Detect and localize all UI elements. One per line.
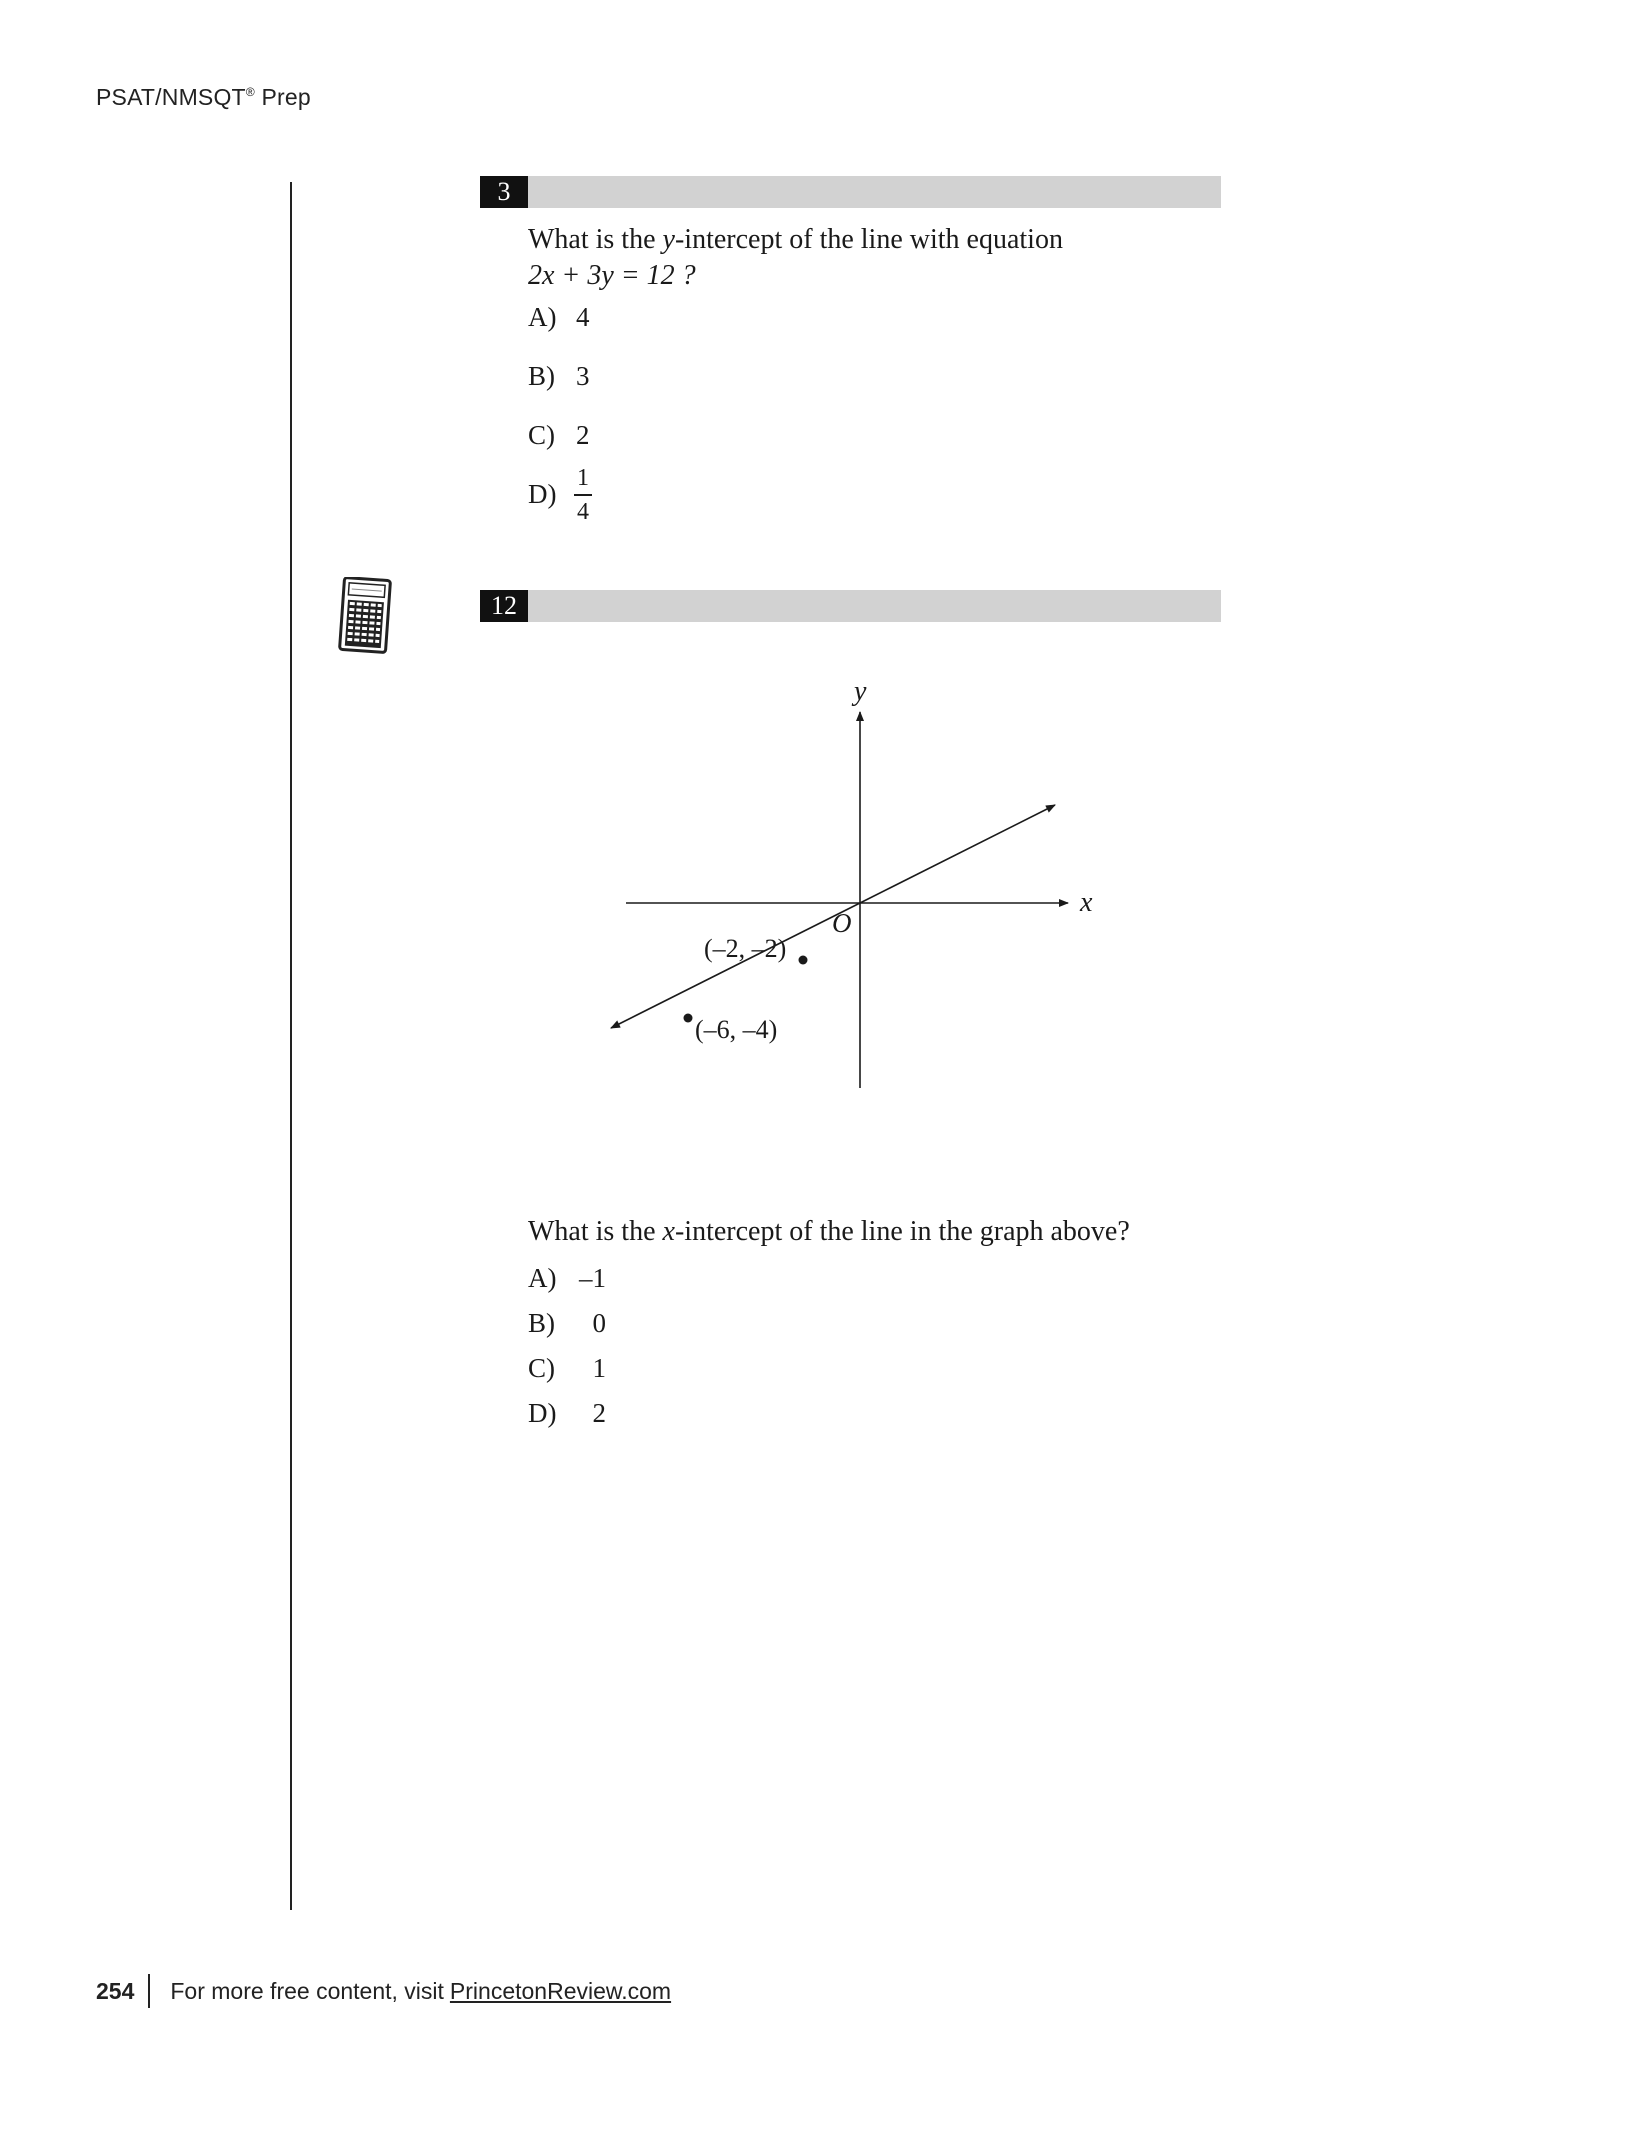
footer-divider xyxy=(148,1974,150,2008)
question-3-header-bar xyxy=(480,176,1221,208)
question-12-header-bar xyxy=(480,590,1221,622)
running-head xyxy=(96,84,311,111)
choice-value: 0 xyxy=(592,1308,606,1338)
point-neg6-neg4 xyxy=(684,1014,693,1023)
stem-variable: y xyxy=(662,224,675,255)
coordinate-graph xyxy=(600,670,1160,1100)
running-head-suffix: Prep xyxy=(254,84,311,110)
question-3-stem xyxy=(528,222,1063,294)
choice-value: 2 xyxy=(592,1398,606,1428)
question-3-choice-d[interactable] xyxy=(528,478,576,510)
choice-label: B) xyxy=(528,1308,555,1338)
registered-mark: ® xyxy=(245,85,255,99)
question-3-choice-c[interactable] xyxy=(528,419,590,451)
choice-value: 3 xyxy=(576,361,590,391)
question-12-choice-a[interactable] xyxy=(528,1262,606,1294)
origin-label: O xyxy=(832,908,852,938)
question-12-choice-c[interactable] xyxy=(528,1352,606,1384)
x-axis-label: x xyxy=(1080,887,1093,918)
question-3-equation: 2x + 3y = 12 ? xyxy=(528,260,696,291)
question-12-stem xyxy=(528,1214,1130,1250)
choice-label: D) xyxy=(528,1398,557,1428)
choice-value: 1 xyxy=(592,1353,606,1383)
point-label-neg2-neg2: (–2, –2) xyxy=(704,934,787,963)
graph-line xyxy=(860,805,1055,903)
point-neg2-neg2 xyxy=(799,956,808,965)
footer-text: For more free content, visit xyxy=(170,1977,444,2004)
choice-value: 4 xyxy=(576,302,590,332)
fraction-numerator: 1 xyxy=(577,465,589,491)
choice-label: A) xyxy=(528,1263,557,1293)
question-12-choice-d[interactable] xyxy=(528,1397,606,1429)
stem-text: What is the xyxy=(528,1216,663,1247)
choice-value: –1 xyxy=(579,1263,606,1293)
question-12-choice-b[interactable] xyxy=(528,1307,606,1339)
choice-label: A) xyxy=(528,302,557,332)
fraction-denominator: 4 xyxy=(577,498,589,525)
running-head-title: PSAT/NMSQT xyxy=(96,84,246,110)
choice-label: C) xyxy=(528,420,555,450)
y-axis-label: y xyxy=(854,676,867,707)
stem-text: What is the xyxy=(528,224,663,255)
page-footer xyxy=(96,1974,671,2008)
left-margin-rule xyxy=(290,182,292,1910)
question-3-number: 3 xyxy=(480,176,528,208)
question-3-choice-b[interactable] xyxy=(528,360,590,392)
page-number: 254 xyxy=(96,1977,135,2004)
choice-value: 2 xyxy=(576,420,590,450)
question-3-choice-a[interactable] xyxy=(528,301,590,333)
stem-variable: x xyxy=(662,1216,675,1247)
question-12-number: 12 xyxy=(480,590,528,622)
fraction-bar xyxy=(574,494,592,496)
choice-label: D) xyxy=(528,479,557,509)
graph-line-lower xyxy=(611,903,860,1028)
calculator-icon xyxy=(338,577,392,654)
choice-d-fraction xyxy=(574,464,592,526)
point-label-neg6-neg4: (–6, –4) xyxy=(695,1015,778,1044)
stem-text: -intercept of the line with equation xyxy=(674,224,1063,255)
choice-label: B) xyxy=(528,361,555,391)
footer-link[interactable]: PrincetonReview.com xyxy=(449,1977,672,2004)
stem-text: -intercept of the line in the graph above? xyxy=(674,1216,1130,1247)
choice-label: C) xyxy=(528,1353,555,1383)
question-3-stem-line1 xyxy=(528,222,1063,258)
